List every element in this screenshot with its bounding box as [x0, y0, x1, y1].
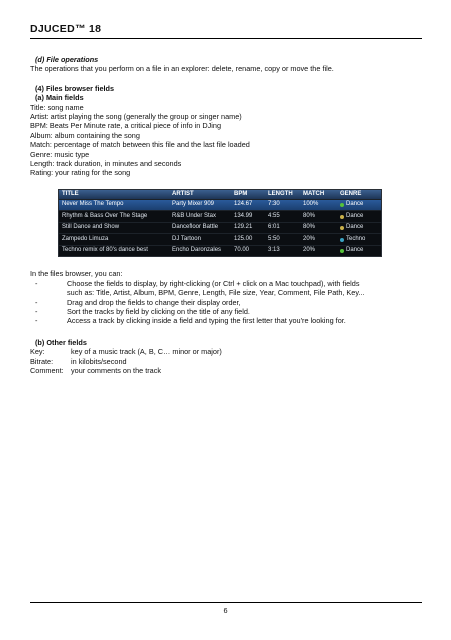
field-line: Artist: artist playing the song (generally the group or singer name)	[30, 112, 242, 122]
other-field-row	[30, 366, 425, 375]
cell-genre	[337, 212, 381, 221]
cell-artist: Party Mixer 909	[172, 201, 215, 208]
cell-title: Zampedo Limuza	[62, 235, 109, 242]
list-item	[30, 279, 425, 298]
cell-length: 4:55	[268, 212, 280, 219]
files-browser-heading: (4) Files browser fields	[35, 83, 115, 93]
table-row[interactable]	[59, 245, 381, 257]
browser-header-row	[59, 190, 381, 199]
cell-title: Still Dance and Show	[62, 224, 120, 231]
list-item-text: Choose the fields to display, by right-clicking (or Ctrl + click on a Mac touchpad), with fields	[67, 278, 360, 288]
field-line: Match: percentage of match between this file and the last file loaded	[30, 140, 250, 150]
file-operations-text: The operations that you perform on a file in an explorer: delete, rename, copy or move the file.	[30, 64, 334, 74]
other-field-row	[30, 357, 425, 366]
table-row[interactable]	[59, 233, 381, 245]
header-rule	[30, 38, 422, 39]
genre-label: Dance	[346, 224, 364, 231]
genre-dot-icon	[340, 249, 344, 253]
field-line: BPM: Beats Per Minute rate, a critical piece of info in DJing	[30, 121, 222, 131]
field-line: Album: album containing the song	[30, 130, 140, 140]
cell-bpm: 124.67	[234, 201, 253, 208]
cell-length: 6:01	[268, 224, 280, 231]
cell-genre	[337, 200, 381, 209]
cell-match: 80%	[303, 212, 316, 219]
table-row[interactable]	[59, 210, 381, 222]
page-header-title: DJUCED™ 18	[30, 23, 102, 35]
dash-bullet: -	[35, 307, 38, 316]
cell-artist: R&B Under Stax	[172, 212, 217, 219]
browser-actions-list	[30, 279, 425, 326]
cell-genre	[337, 235, 381, 244]
other-field-value: your comments on the track	[71, 366, 162, 376]
list-item	[30, 298, 425, 307]
file-operations-heading: (d) File operations	[35, 55, 99, 64]
field-line: Length: track duration, in minutes and seconds	[30, 159, 182, 169]
genre-label: Dance	[346, 201, 364, 208]
cell-match: 80%	[303, 224, 316, 231]
table-row[interactable]	[59, 222, 381, 234]
genre-label: Techno	[346, 235, 366, 242]
column-header-match[interactable]: MATCH	[303, 190, 325, 197]
column-header-bpm[interactable]: BPM	[234, 190, 248, 197]
list-item-text: Access a track by clicking inside a field and typing the first letter that you're looking for.	[67, 316, 346, 326]
page-number: 6	[223, 606, 228, 615]
main-fields-heading: (a) Main fields	[35, 93, 84, 103]
cell-bpm: 125.00	[234, 235, 253, 242]
list-item-text: Sort the tracks by field by clicking on the title of any field.	[67, 307, 250, 316]
cell-length: 5:50	[268, 235, 280, 242]
cell-title: Techno remix of 80's dance best	[62, 247, 148, 254]
cell-genre	[337, 223, 381, 232]
cell-bpm: 129.21	[234, 224, 253, 231]
cell-artist: DJ Tartoon	[172, 235, 201, 242]
genre-label: Dance	[346, 247, 364, 254]
other-field-value: key of a music track (A, B, C… minor or major)	[71, 347, 222, 357]
other-field-key: Key:	[30, 347, 45, 357]
cell-bpm: 70.00	[234, 247, 250, 254]
cell-genre	[337, 246, 381, 255]
table-row[interactable]	[59, 199, 381, 211]
list-item-text: such as: Title, Artist, Album, BPM, Genre, Length, File size, Year, Comment, File Path, Key...	[67, 288, 365, 298]
main-fields-list	[30, 103, 425, 178]
dash-bullet: -	[35, 297, 38, 307]
cell-match: 20%	[303, 247, 316, 254]
other-field-value: in kilobits/second	[71, 356, 127, 366]
cell-artist: Encho Daronzales	[172, 247, 222, 254]
other-field-key: Bitrate:	[30, 356, 54, 366]
field-line: Genre: music type	[30, 149, 90, 159]
list-item	[30, 307, 425, 316]
column-header-title[interactable]: TITLE	[62, 190, 79, 197]
column-header-artist[interactable]: ARTIST	[172, 190, 194, 197]
list-item-text: Drag and drop the fields to change their display order,	[67, 297, 241, 307]
genre-dot-icon	[340, 226, 344, 230]
dash-bullet: -	[35, 278, 38, 288]
genre-dot-icon	[340, 238, 344, 242]
cell-title: Never Miss The Tempo	[62, 201, 124, 208]
cell-length: 7:30	[268, 201, 280, 208]
cell-artist: Dancefloor Battle	[172, 224, 219, 231]
genre-dot-icon	[340, 215, 344, 219]
files-browser-screenshot	[58, 189, 382, 258]
column-header-length[interactable]: LENGTH	[268, 190, 293, 197]
cell-title: Rhythm & Bass Over The Stage	[62, 212, 148, 219]
field-line: Title: song name	[30, 102, 84, 112]
field-line: Rating: your rating for the song	[30, 168, 131, 178]
other-field-key: Comment:	[30, 366, 64, 376]
browser-actions-intro: In the files browser, you can:	[30, 269, 123, 279]
other-field-row	[30, 347, 425, 356]
cell-bpm: 134.99	[234, 212, 253, 219]
footer-rule	[30, 602, 422, 603]
other-fields-heading: (b) Other fields	[35, 337, 87, 347]
genre-dot-icon	[340, 203, 344, 207]
genre-label: Dance	[346, 212, 364, 219]
column-header-genre[interactable]: GENRE	[340, 190, 362, 197]
cell-length: 3:13	[268, 247, 280, 254]
list-item	[30, 316, 425, 325]
page-content	[30, 55, 425, 375]
cell-match: 100%	[303, 201, 319, 208]
dash-bullet: -	[35, 316, 38, 326]
cell-match: 20%	[303, 235, 316, 242]
